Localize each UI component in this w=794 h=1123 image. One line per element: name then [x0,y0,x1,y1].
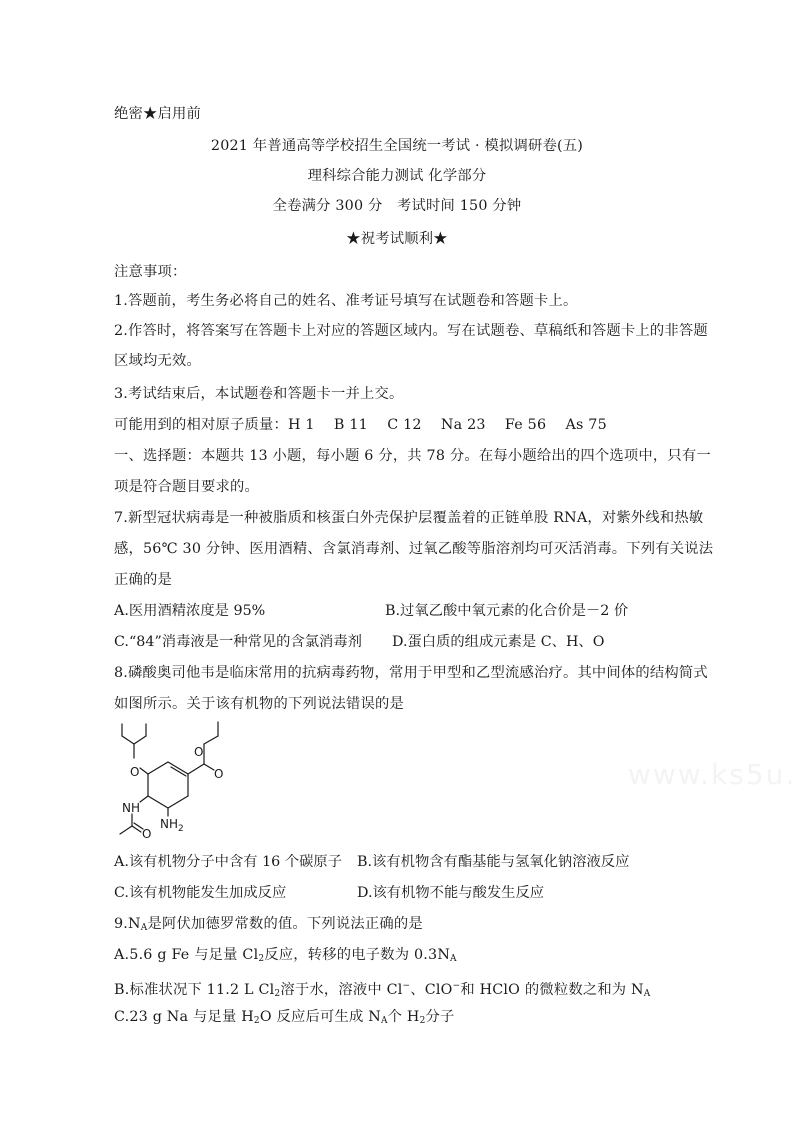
q9-optB-a: B.标准状况下 11.2 L Cl [114,982,275,998]
notice-heading: 注意事项： [114,264,187,280]
q9-optC-b: O 反应后可生成 N [259,1009,381,1025]
q7-option-a: A.医用酒精浓度是 95% [114,603,266,619]
structural-formula [108,716,258,842]
structure-nh2 [160,817,184,834]
q7-option-c: C.“84”消毒液是一种常见的含氯消毒剂 [114,634,362,650]
q9-optC-a: C.23 g Na 与足量 H [114,1009,254,1025]
q7-stem-line-3: 正确的是 [114,572,172,588]
q8-option-b: B.该有机物含有酯基能与氢氧化钠溶液反应 [357,854,630,870]
q9-optC-sub2: A [380,1016,388,1026]
structure-oxygen-ether: O [130,765,140,779]
structure-nh2-main: NH [160,817,178,831]
q9-option-b [114,976,650,1004]
q8-option-a: A.该有机物分子中含有 16 个碳原子 [114,854,343,870]
q7-stem-line-2: 感，56℃ 30 分钟、医用酒精、含氯消毒剂、过氧乙酸等脂溶剂均可灭活消毒。下列有关说法 [114,541,714,557]
q9-optC-sub3: 2 [419,1016,426,1026]
q9-stem-a: 9.N [114,916,141,932]
secret-mark: 绝密★启用前 [114,106,201,122]
notice-item-1: 1.答题前，考生务必将自己的姓名、准考证号填写在试题卷和答题卡上。 [114,293,578,309]
structure-nh: NH [122,801,140,815]
q9-optB-sub1: 2 [274,989,281,999]
q9-stem [114,914,423,938]
q9-stem-b: 是阿伏加德罗常数的值。下列说法正确的是 [147,916,423,932]
structure-oxygen-amide: O [142,827,152,841]
q8-stem-line-1: 8.磷酸奥司他韦是临床常用的抗病毒药物，常用于甲型和乙型流感治疗。其中间体的结构简式 [114,665,708,681]
score-time: 全卷满分 300 分 考试时间 150 分钟 [272,198,522,214]
q9-optA-a: A.5.6 g Fe 与足量 Cl [114,947,259,963]
q9-optB-c: 、ClO [410,982,453,998]
q9-option-c [114,1007,455,1031]
q8-option-c: C.该有机物能发生加成反应 [114,885,287,901]
q9-optA-b: 反应，转移的电子数为 0.3N [264,947,451,963]
structure-oxygen-carbonyl: O [214,767,224,781]
section-instructions-line-1: 一、选择题：本题共 13 小题，每小题 6 分，共 78 分。在每小题给出的四个选项中，只有一 [114,448,711,464]
atomic-masses: 可能用到的相对原子质量：H 1 B 11 C 12 Na 23 Fe 56 As 75 [114,417,607,433]
watermark [628,758,794,791]
blessing: ★祝考试顺利★ [346,231,448,247]
section-instructions-line-2: 项是符合题目要求的。 [114,479,259,495]
q9-optC-c: 个 H [387,1009,420,1025]
q9-optC-d: 分子 [425,1009,455,1025]
q7-stem-line-1: 7.新型冠状病毒是一种被脂质和核蛋白外壳保护层覆盖着的正链单股 RNA，对紫外线和热敏 [114,510,704,526]
q9-optB-d: 和 HClO 的微粒数之和为 N [460,982,644,998]
q7-option-d: D.蛋白质的组成元素是 C、H、O [392,634,605,650]
q8-option-d: D.该有机物不能与酸发生反应 [357,885,545,901]
q9-optA-sub2: A [450,954,457,964]
subject-title: 理科综合能力测试 化学部分 [307,168,487,184]
q9-optB-b: 溶于水，溶液中 Cl [280,982,403,998]
q9-optC-sub1: 2 [253,1016,260,1026]
exam-title: 2021 年普通高等学校招生全国统一考试 · 模拟调研卷(五) [210,138,584,154]
notice-item-2-line-2: 区域均无效。 [114,353,201,369]
q8-stem-line-2: 如图所示。关于该有机物的下列说法错误的是 [114,696,404,712]
q7-option-b: B.过氧乙酸中氧元素的化合价是－2 价 [385,603,629,619]
q9-optA-sub1: 2 [258,954,265,964]
structure-oxygen-ester: O [194,745,204,759]
notice-item-3: 3.考试结束后，本试题卷和答题卡一并上交。 [114,386,404,402]
q9-stem-sub: A [140,923,148,933]
q9-optB-sup1: − [402,981,411,991]
q9-optB-sup2: − [452,981,461,991]
q9-optB-sub2: A [643,989,651,999]
structure-nh2-sub: 2 [178,824,184,834]
notice-item-2-line-1: 2.作答时，将答案写在答题卡上对应的答题区域内。写在试题卷、草稿纸和答题卡上的非答题 [114,323,708,339]
q9-option-a [114,945,457,969]
